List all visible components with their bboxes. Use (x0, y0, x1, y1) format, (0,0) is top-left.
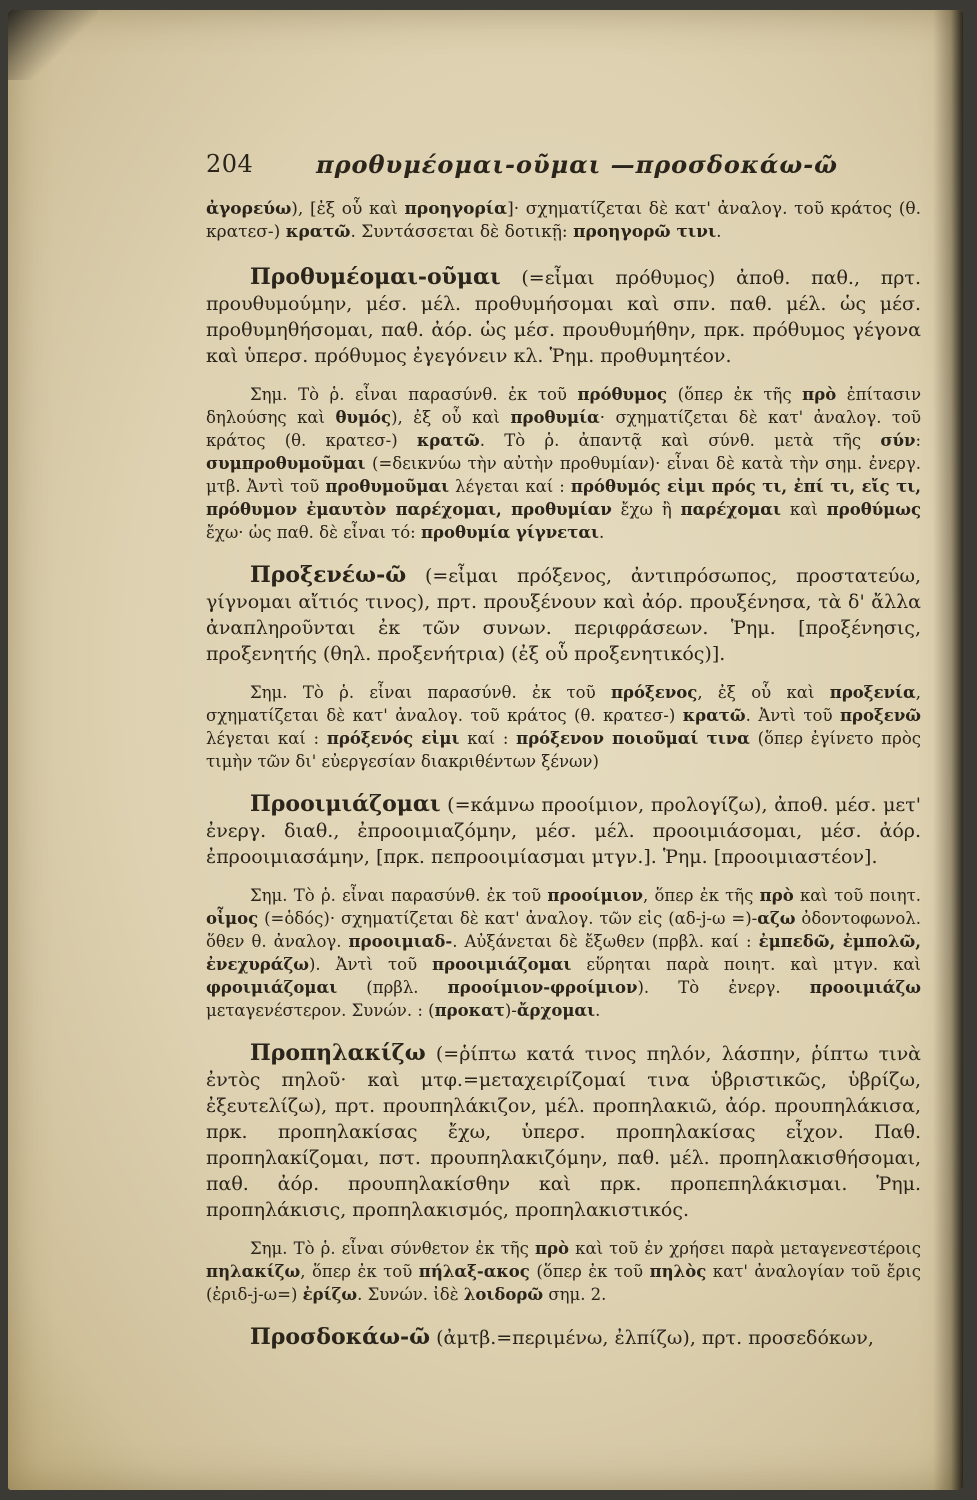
text-run: . Τὸ ῥ. ἀπαντᾷ καὶ σύνθ. μετὰ τῆς (479, 431, 881, 450)
bold-term: πρὸ (535, 1239, 570, 1258)
text-run: Σημ. Τὸ ῥ. εἶναι σύνθετον ἐκ τῆς (250, 1239, 535, 1258)
bold-term: πρὸ (759, 886, 794, 905)
bold-term: πρόθυμος (577, 385, 668, 404)
headword: Προθυμέομαι-οῦμαι (250, 264, 501, 290)
dictionary-entry (206, 1324, 921, 1351)
book-page (8, 10, 963, 1490)
bold-term: πηλακίζω (206, 1262, 301, 1281)
dictionary-entry (206, 791, 921, 870)
text-run: καί : (459, 729, 517, 748)
bold-term: πήλαξ-ακος (418, 1262, 530, 1281)
text-run: καὶ (781, 500, 827, 519)
text-run: ]· σχηματίζεται δὲ κατ' ἀναλογ. τοῦ κράτος (θ. κρατεσ-) (206, 199, 921, 242)
text-run: . (599, 523, 605, 542)
text-run: μεταγενέστερον. Συνών. : ( (206, 1001, 435, 1020)
text-run: , σχηματίζεται δὲ κατ' ἀναλογ. τοῦ κράτος (θ. κρατεσ-) (206, 683, 921, 725)
text-run: Σημ. Τὸ ῥ. εἶναι παρασύνθ. ἐκ τοῦ (250, 886, 548, 905)
headword: Προσδοκάω-ῶ (250, 1324, 431, 1350)
bold-term: προηγορία (404, 199, 508, 219)
bold-term: πρόθυμός εἰμι πρός τι, ἐπί τι, εἴς τι, πρόθυμον ἐμαυτὸν παρέχομαι, προθυμίαν (206, 477, 921, 519)
text-run: (ὅπερ ἐγίνετο πρὸς τιμὴν τῶν δι' εὐεργεσίαν διακριθέντων ξένων) (206, 729, 922, 771)
dictionary-entry (206, 562, 921, 667)
text-run: (=ὁδός)· σχηματίζεται δὲ κατ' ἀναλογ. τῶν εἰς (αδ-j-ω =)- (258, 909, 758, 928)
text-run: · σχηματίζεται δὲ κατ' ἀναλογ. τοῦ κράτος (θ. κρατεσ-) (206, 408, 922, 450)
text-run: . (595, 1001, 601, 1020)
bold-term: πρόξενος (610, 683, 698, 702)
bold-term: προοίμιον-φροίμιον (447, 978, 638, 997)
text-run: (=εἶμαι πρόξενος, ἀντιπρόσωπος, προστατεύω, γίγνομαι αἴτιός τινος), πρτ. προυξένουν καὶ ἀόρ. προυξένησα, τὰ δ' ἄλλα ἀναπληροῦνται ἐκ τῶν συνων. περιφράσεων. Ῥημ. [προξένησις, προξενητής (θηλ. προξενήτρια) (ἐξ οὗ προξενητικός)]. (206, 565, 921, 665)
headword: Προξενέω-ῶ (250, 562, 407, 588)
bold-term: πρόξενός εἰμι (326, 729, 460, 748)
bold-term: προξενία (829, 683, 916, 702)
bold-term: ἀγορεύω (206, 199, 292, 219)
text-run: . Ἀντὶ τοῦ (745, 706, 840, 725)
entry-note (206, 383, 921, 544)
bold-term: οἶμος (206, 909, 259, 928)
text-run: (ὅπερ ἐκ τῆς (667, 385, 803, 404)
text-run: (ὅπερ ἐκ τοῦ (529, 1262, 650, 1281)
text-run: : (915, 431, 921, 450)
bold-term: προθυμία γίγνεται (420, 523, 599, 542)
bold-term: αζω (757, 909, 796, 928)
text-run: ), ἐξ οὗ καὶ (391, 408, 511, 427)
running-head: προθυμέομαι-οῦμαι —προσδοκάω-ῶ (316, 150, 838, 179)
bold-term: προθυμία (510, 408, 600, 427)
page-content (206, 150, 921, 1365)
text-run: , ἐξ οὗ καὶ (697, 683, 830, 702)
text-run: Σημ. Τὸ ῥ. εἶναι παρασύνθ. ἐκ τοῦ (250, 385, 578, 404)
bold-term: κρατῶ (682, 706, 746, 725)
page-spine-shadow (933, 10, 963, 1490)
text-run: , ὅπερ ἐκ τοῦ (300, 1262, 419, 1281)
text-run: (=εἶμαι πρόθυμος) ἀποθ. παθ., πρτ. προυθυμούμην, μέσ. μέλ. προθυμήσομαι καὶ σπν. παθ. μέλ. ὡς μέσ. προθυμηθήσομαι, παθ. ἀόρ. ὡς μέσ. προυθυμήθην, πρκ. πρόθυμος γέγονα καὶ ὑπερσ. πρόθυμος ἐγεγόνειν κλ. Ῥημ. προθυμητέον. (206, 267, 921, 367)
dictionary-entry (206, 264, 921, 369)
text-run: (πρβλ. (337, 978, 448, 997)
bold-term: κρατῶ (416, 431, 480, 450)
bold-term: σύν (880, 431, 916, 450)
bold-term: κρατῶ (285, 222, 351, 242)
text-run: καὶ τοῦ ποιητ. (793, 886, 921, 905)
text-run: . (716, 222, 722, 242)
page-corner-shadow (8, 10, 98, 80)
text-run: ἔχω ἢ (611, 500, 681, 519)
bold-term: προθυμοῦμαι (325, 477, 450, 496)
bold-term: συμπροθυμοῦμαι (206, 454, 366, 473)
bold-term: ἄρχομαι (516, 1001, 596, 1020)
text-run: λέγεται καί : (206, 729, 327, 748)
bold-term: πρὸ (802, 385, 837, 404)
text-run: , ὅπερ ἐκ τῆς (642, 886, 760, 905)
text-run: . Αὐξάνεται δὲ ἔξωθεν (πρβλ. καί : (452, 932, 759, 951)
text-run: (=ῥίπτω κατά τινος πηλόν, λάσπην, ῥίπτω τινὰ ἐντὸς πηλοῦ· καὶ μτφ.=μεταχειρίζομαί τινα ὑβριστικῶς, ὑβρίζω, ἐξευτελίζω), πρτ. προυπηλάκιζον, μέλ. προπηλακιῶ, ἀόρ. προυπηλάκισα, πρκ. προπηλακίσας ἔχω, ὑπερσ. προπηλακίσας εἶχον. Παθ. προπηλακίζομαι, πστ. προυπηλακιζόμην, παθ. μέλ. προπηλακισθήσομαι, παθ. ἀόρ. προυπηλακίσθην καὶ πρκ. προπεπηλάκισμαι. Ῥημ. προπηλάκισις, προπηλακισμός, προπηλακιστικός. (206, 1043, 921, 1221)
text-run: . Συνών. ἰδὲ (357, 1285, 464, 1304)
bold-term: προοιμιάζομαι (432, 955, 572, 974)
bold-term: ἐρίζω (302, 1285, 358, 1304)
text-run: καὶ τοῦ ἐν χρήσει παρὰ μεταγενεστέροις (569, 1239, 921, 1258)
bold-term: προθύμως (826, 500, 921, 519)
bold-term: προοιμιάζω (809, 978, 921, 997)
text-run: σημ. 2. (543, 1285, 607, 1304)
entry-note (206, 681, 921, 773)
dictionary-entries (206, 264, 921, 1351)
bold-term: πηλὸς (649, 1262, 707, 1281)
bold-term: θυμός (335, 408, 392, 427)
text-run: ἔχω· ὡς παθ. δὲ εἶναι τό: (206, 523, 421, 542)
bold-term: προοιμιαδ- (348, 932, 453, 951)
headword: Προπηλακίζω (250, 1040, 426, 1066)
text-run: ὀδοντοφωνολ. ὅθεν θ. ἀναλογ. (206, 909, 921, 951)
bold-term: πρόξενον ποιοῦμαί τινα (516, 729, 750, 748)
text-run: )- (504, 1001, 517, 1020)
text-run: ). Ἀντὶ τοῦ (308, 955, 433, 974)
dictionary-entry (206, 1040, 921, 1223)
text-run: λέγεται καί : (449, 477, 571, 496)
text-run: ). Τὸ ἐνεργ. (637, 978, 810, 997)
bold-term: προοίμιον (547, 886, 643, 905)
text-run: ἐπίτασιν δηλούσης καὶ (206, 385, 921, 427)
text-run: . Συντάσσεται δὲ δοτικῇ: (350, 222, 574, 242)
text-run: εὕρηται παρὰ ποιητ. καὶ μτγν. καὶ (571, 955, 922, 974)
bold-term: προκατ (434, 1001, 505, 1020)
bold-term: φροιμιάζομαι (206, 978, 338, 997)
page-header (206, 150, 921, 198)
entry-note (206, 1237, 921, 1306)
bold-term: ἐμπεδῶ, ἐμπολῶ, ἐνεχυράζω (206, 932, 921, 974)
headword: Προοιμιάζομαι (250, 791, 441, 817)
page-number: 204 (206, 150, 254, 178)
text-run: Σημ. Τὸ ῥ. εἶναι παρασύνθ. ἐκ τοῦ (250, 683, 611, 702)
bold-term: προηγορῶ τινι (573, 222, 717, 242)
text-run: ), [ἐξ οὗ καὶ (291, 199, 405, 219)
text-run: κατ' ἀναλογίαν τοῦ ἔρις (ἐριδ-j-ω=) (206, 1262, 921, 1304)
bold-term: προξενῶ (839, 706, 921, 725)
text-run: (=κάμνω προοίμιον, προλογίζω), ἀποθ. μέσ. μετ' ἐνεργ. διαθ., ἐπροοιμιαζόμην, μέσ. μέλ. προοιμιάσομαι, μέσ. ἀόρ. ἐπροοιμιασάμην, [πρκ. πεπροοιμίασμαι μτγν.]. Ῥημ. [προοιμιαστέον]. (206, 794, 921, 868)
text-run: (=δεικνύω τὴν αὐτὴν προθυμίαν)· εἶναι δὲ κατὰ τὴν σημ. ἐνεργ. μτβ. Ἀντὶ τοῦ (206, 454, 921, 496)
text-run: (ἀμτβ.=περιμένω, ἐλπίζω), πρτ. προσεδόκων, (430, 1327, 874, 1349)
bold-term: λοιδορῶ (463, 1285, 544, 1304)
bold-term: παρέχομαι (680, 500, 781, 519)
entry-note (206, 884, 921, 1022)
continued-text (206, 198, 921, 244)
